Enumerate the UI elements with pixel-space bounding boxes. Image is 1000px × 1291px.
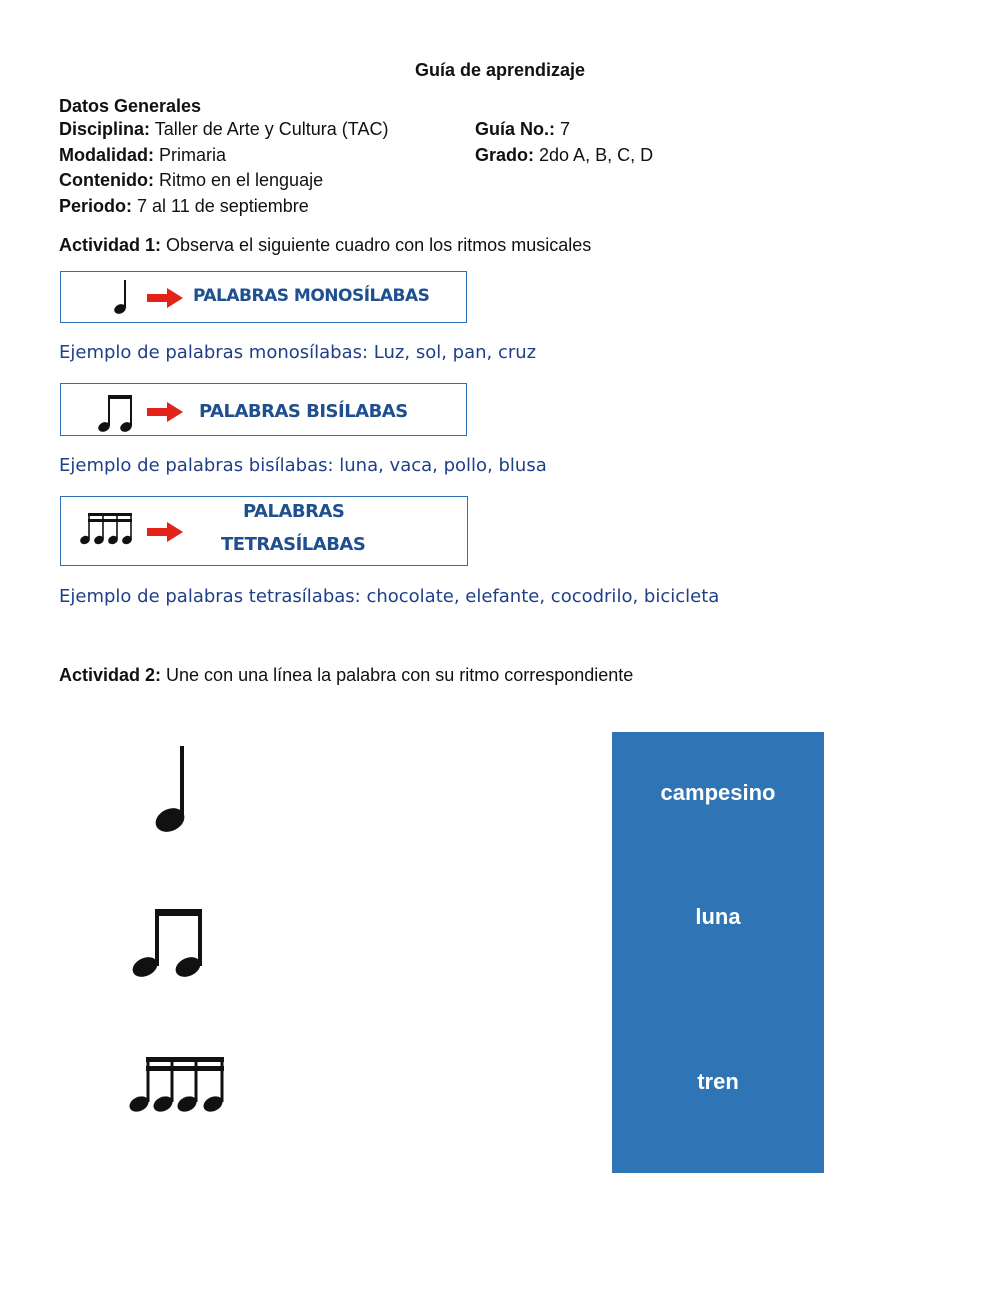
sixteenth-notes-icon <box>78 511 140 547</box>
general-heading: Datos Generales <box>59 96 202 116</box>
tetrasyllable-banner-label-2: TETRASÍLABAS <box>221 534 366 555</box>
quarter-note-icon <box>111 278 135 316</box>
tetrasyllable-banner <box>60 496 468 566</box>
word-panel <box>612 732 824 1173</box>
tetrasyllable-banner-label-1: PALABRAS <box>243 501 345 522</box>
quarter-note-icon[interactable] <box>150 744 190 836</box>
guia-line: Guía No.: 7 <box>475 119 571 139</box>
red-arrow-icon <box>147 522 183 542</box>
word-luna[interactable]: luna <box>695 904 741 929</box>
tetrasyllable-example: Ejemplo de palabras tetrasílabas: chocolate, elefante, cocodrilo, bicicleta <box>59 586 720 607</box>
contenido-line: Contenido: Ritmo en el lenguaje <box>59 170 324 190</box>
monosyllable-banner-label: PALABRAS MONOSÍLABAS <box>193 286 430 306</box>
red-arrow-icon <box>147 402 183 422</box>
disciplina-line: Disciplina: Taller de Arte y Cultura (TAC) <box>59 119 389 139</box>
activity2-instruction: Actividad 2: Une con una línea la palabra con su ritmo correspondiente <box>59 665 634 685</box>
modalidad-line: Modalidad: Primaria <box>59 145 227 165</box>
page-title: Guía de aprendizaje <box>414 60 586 80</box>
bisyllable-banner <box>60 383 467 436</box>
bisyllable-banner-label: PALABRAS BISÍLABAS <box>199 401 408 422</box>
monosyllable-banner <box>60 271 467 323</box>
grado-line: Grado: 2do A, B, C, D <box>475 145 654 165</box>
word-campesino[interactable]: campesino <box>660 780 776 805</box>
monosyllable-example: Ejemplo de palabras monosílabas: Luz, sol, pan, cruz <box>59 342 537 363</box>
red-arrow-icon <box>147 288 183 308</box>
eighth-notes-icon <box>96 392 138 434</box>
word-tren[interactable]: tren <box>697 1069 739 1094</box>
periodo-line: Periodo: 7 al 11 de septiembre <box>59 196 309 216</box>
activity1-instruction: Actividad 1: Observa el siguiente cuadro con los ritmos musicales <box>59 235 592 255</box>
sixteenth-notes-icon[interactable] <box>128 1054 228 1116</box>
bisyllable-example: Ejemplo de palabras bisílabas: luna, vaca, pollo, blusa <box>59 455 547 476</box>
eighth-notes-icon[interactable] <box>130 906 206 980</box>
